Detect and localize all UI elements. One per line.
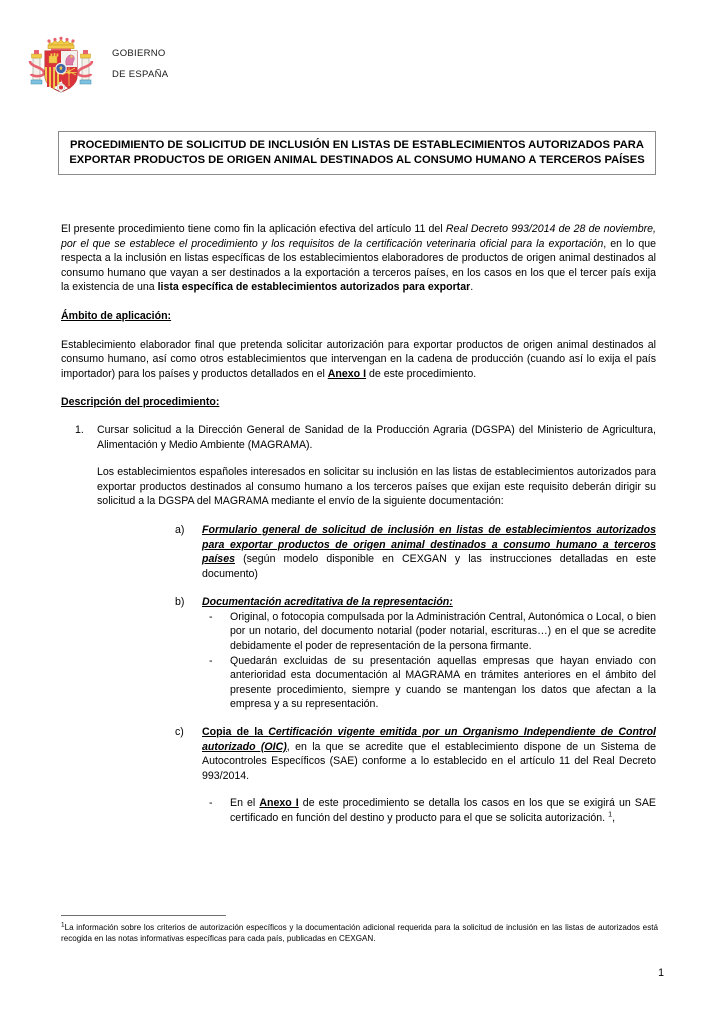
gov-line-2: DE ESPAÑA (112, 69, 169, 80)
item-1-paragraph: Los establecimientos españoles interesados en solicitar su inclusión en las listas de establecimientos autorizados para exportar productos destinados al consumo humano a los terceros países que exijan este requisito deberán dirigir su solicitud a la DGSPA del MAGRAMA mediante el envío de la siguiente documentación: (97, 466, 656, 508)
footnote-text: La información sobre los criterios de autorización específicos y la documentación adicional requerida para la solicitud de inclusión en las listas de autorizados está recogida en las notas informativas específicas para cada país, publicadas en CEXGAN. (61, 923, 658, 944)
scope-part-2: de este procedimiento. (366, 367, 477, 380)
item-a-rest: (según modelo disponible en CEXGAN y las instrucciones detalladas en este documento) (202, 553, 656, 580)
footnote-separator (61, 915, 226, 916)
intro-part-1: El presente procedimiento tiene como fin la aplicación efectiva del artículo 11 del (61, 223, 446, 235)
list-item (97, 523, 656, 581)
list-item (97, 725, 656, 783)
procedure-numbered-list (61, 423, 656, 826)
page-number: 1 (658, 967, 664, 979)
item-1-text: Cursar solicitud a la Dirección General de Sanidad de la Producción Agraria (DGSPA) del Ministerio de Agricultura, Alimentación y Medio Ambiente (MAGRAMA). (97, 423, 656, 451)
scope-part-1: Establecimiento elaborador final que pretenda solicitar autorización para exportar productos de origen animal destinados al consumo humano, así como otros establecimientos que intervengan en la cadena de producción (cuando así lo exija el país importador) para los países y productos detallados en el (61, 338, 656, 380)
list-marker: a) (175, 523, 185, 536)
list-item (97, 610, 656, 654)
footnote (61, 922, 658, 945)
item-b-dash-2: Quedarán excluidas de su presentación aquellas empresas que hayan enviado con anterioridad esta documentación al MAGRAMA en trámites anteriores en el ámbito del presente procedimiento, siempre y cuando se mantengan los datos que afectan a la empresa y a su representación. (230, 654, 656, 711)
item-c-dash-1 (230, 796, 656, 825)
intro-italic-reference: Real Decreto 993/2014 de 28 de noviembre, por el que se establece el procedimiento y los requisitos de la certificación veterinaria oficial para la exportación (61, 223, 657, 250)
item-c-dash-list (97, 796, 656, 825)
dash-marker: - (209, 610, 213, 623)
documentation-lettered-list (97, 523, 656, 610)
dash-marker: - (209, 654, 213, 667)
documentation-lettered-list-cont (97, 725, 656, 783)
scope-paragraph (61, 338, 656, 382)
document-body (61, 222, 656, 826)
intro-part-2: , en lo que respecta a la inclusión en listas específicas de los establecimientos elaboradores de productos de origen animal destinados al consumo humano que vayan a ser destinados a la exportación a terceros países, en los casos en los que el tercer país exija la existencia de una (61, 237, 656, 294)
item-b-heading (202, 595, 656, 610)
item-c-dash-part-1: En el (230, 797, 260, 810)
item-a-text (202, 523, 656, 581)
coat-of-arms-icon (28, 34, 94, 98)
list-item (97, 796, 656, 825)
list-marker: c) (175, 726, 184, 739)
footnote-marker: 1 (61, 921, 65, 929)
item-c-emphasis: Certificación vigente emitida por un Organismo Independiente de Control autorizado (OIC) (202, 726, 656, 753)
list-item (97, 595, 656, 610)
document-header (28, 34, 328, 100)
list-marker: b) (175, 596, 185, 609)
document-title-box (58, 131, 656, 175)
government-label (112, 43, 168, 85)
list-item (61, 423, 656, 826)
dash-marker: - (209, 797, 213, 810)
annex-i-reference: Anexo I (259, 797, 299, 810)
intro-paragraph (61, 222, 656, 295)
list-item (97, 654, 656, 712)
item-c-dash-trailing: , (612, 812, 616, 824)
item-c-rest: , en la que se acredite que el establecimiento dispone de un Sistema de Autocontroles Específicos (SAE) conforme a lo establecido en el artículo 11 del Real Decreto 993/2014. (202, 740, 656, 782)
page-title: PROCEDIMIENTO DE SOLICITUD DE INCLUSIÓN EN LISTAS DE ESTABLECIMIENTOS AUTORIZADOS PARA EXPORTAR PRODUCTOS DE ORIGEN ANIMAL DESTINADOS AL CONSUMO HUMANO A TERCEROS PAÍSES (69, 139, 645, 166)
item-b-dash-list (97, 610, 656, 712)
item-c-lead: Copia de la (202, 726, 269, 739)
scope-heading: Ámbito de aplicación: (61, 309, 172, 322)
item-c-text (202, 725, 656, 783)
description-heading: Descripción del procedimiento: (61, 396, 220, 409)
intro-part-3: . (470, 281, 474, 294)
list-marker: 1. (75, 423, 84, 436)
gov-line-1: GOBIERNO (112, 48, 166, 59)
item-a-emphasis: Formulario general de solicitud de inclusión en listas de establecimientos autorizados para exportar productos de origen animal destinados a consumo humano a terceros países (202, 523, 656, 566)
annex-i-reference: Anexo I (327, 367, 367, 380)
item-b-emphasis: Documentación acreditativa de la representación: (202, 596, 453, 609)
intro-bold-phrase: lista específica de establecimientos autorizados para exportar (157, 281, 471, 294)
item-c-dash-part-2: de este procedimiento se detalla los casos en los que se exigirá un SAE certificado en función del destino y producto para el que se solicita autorización. (230, 797, 657, 824)
item-b-dash-1: Original, o fotocopia compulsada por la Administración Central, Autonómica o Local, o bien por un notario, del documento notarial (poder notarial, escrituras…) en el que se acredite debidamente el poder de representación de la persona firmante. (230, 610, 656, 653)
footnote-reference-marker: 1 (608, 809, 613, 819)
